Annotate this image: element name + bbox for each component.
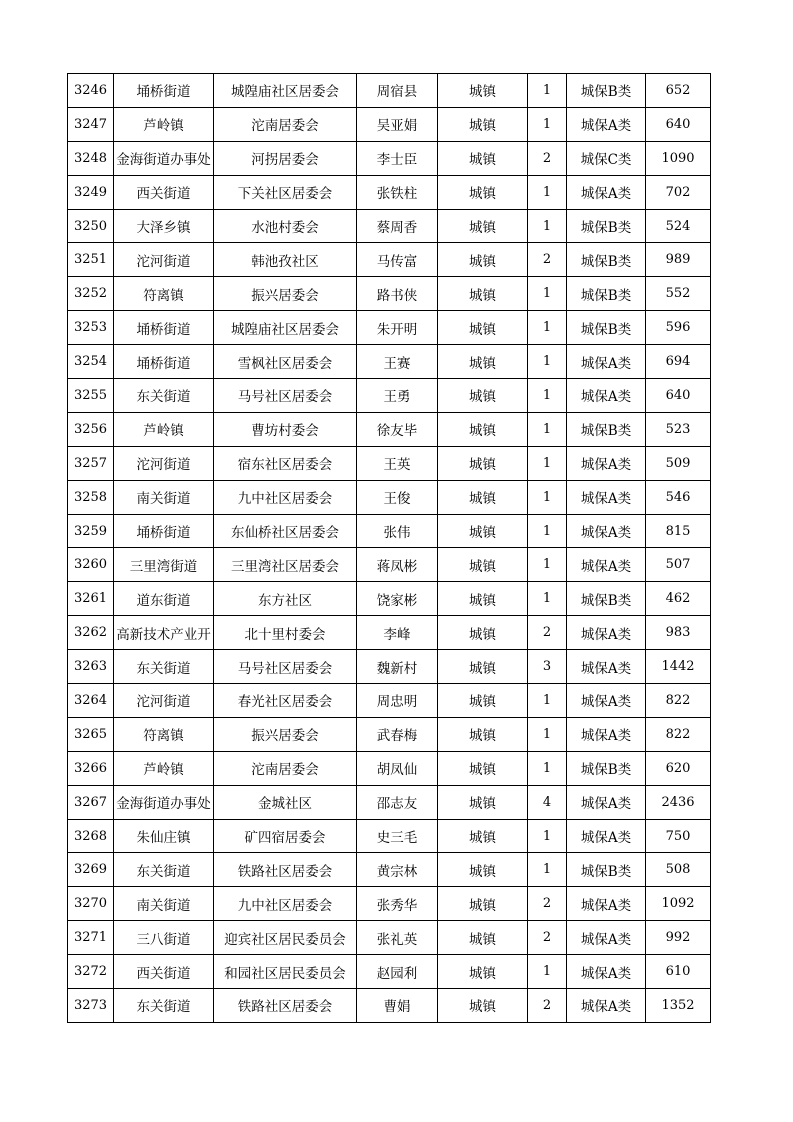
cell-category: 城保B类: [567, 751, 646, 785]
cell-serial-number: 3268: [68, 819, 114, 853]
cell-household-size: 1: [528, 480, 567, 514]
cell-category: 城保A类: [567, 887, 646, 921]
cell-name: 王赛: [357, 345, 438, 379]
cell-area-type: 城镇: [438, 412, 528, 446]
cell-serial-number: 3253: [68, 311, 114, 345]
cell-area-type: 城镇: [438, 446, 528, 480]
cell-name: 蔡周香: [357, 209, 438, 243]
cell-community: 曹坊村委会: [214, 412, 357, 446]
cell-category: 城保C类: [567, 141, 646, 175]
cell-serial-number: 3260: [68, 548, 114, 582]
cell-community: 矿四宿居委会: [214, 819, 357, 853]
cell-amount: 822: [646, 684, 711, 718]
cell-name: 张铁柱: [357, 175, 438, 209]
table-row: [68, 955, 711, 989]
cell-category: 城保B类: [567, 311, 646, 345]
cell-category: 城保B类: [567, 412, 646, 446]
table-row: [68, 785, 711, 819]
cell-community: 春光社区居委会: [214, 684, 357, 718]
cell-community: 铁路社区居委会: [214, 989, 357, 1023]
cell-subdistrict: 东关街道: [114, 650, 214, 684]
cell-amount: 596: [646, 311, 711, 345]
cell-area-type: 城镇: [438, 955, 528, 989]
cell-household-size: 1: [528, 107, 567, 141]
cell-name: 王英: [357, 446, 438, 480]
cell-household-size: 1: [528, 514, 567, 548]
cell-amount: 640: [646, 107, 711, 141]
cell-name: 张伟: [357, 514, 438, 548]
cell-community: 河拐居委会: [214, 141, 357, 175]
cell-household-size: 2: [528, 616, 567, 650]
cell-serial-number: 3271: [68, 921, 114, 955]
cell-household-size: 1: [528, 175, 567, 209]
table-row: [68, 548, 711, 582]
cell-amount: 508: [646, 853, 711, 887]
cell-amount: 552: [646, 277, 711, 311]
cell-household-size: 1: [528, 548, 567, 582]
cell-amount: 1090: [646, 141, 711, 175]
cell-amount: 523: [646, 412, 711, 446]
cell-serial-number: 3254: [68, 345, 114, 379]
cell-community: 水池村委会: [214, 209, 357, 243]
cell-household-size: 2: [528, 887, 567, 921]
table-row: [68, 480, 711, 514]
table-row: [68, 345, 711, 379]
cell-name: 张礼英: [357, 921, 438, 955]
cell-amount: 992: [646, 921, 711, 955]
cell-category: 城保A类: [567, 684, 646, 718]
cell-area-type: 城镇: [438, 311, 528, 345]
cell-serial-number: 3262: [68, 616, 114, 650]
cell-community: 和园社区居民委员会: [214, 955, 357, 989]
cell-household-size: 3: [528, 650, 567, 684]
cell-category: 城保A类: [567, 345, 646, 379]
cell-area-type: 城镇: [438, 853, 528, 887]
cell-area-type: 城镇: [438, 616, 528, 650]
cell-area-type: 城镇: [438, 175, 528, 209]
table-body: [68, 74, 711, 1023]
cell-category: 城保A类: [567, 446, 646, 480]
cell-area-type: 城镇: [438, 887, 528, 921]
cell-household-size: 1: [528, 345, 567, 379]
cell-community: 沱南居委会: [214, 107, 357, 141]
cell-community: 沱南居委会: [214, 751, 357, 785]
cell-subdistrict: 三八街道: [114, 921, 214, 955]
cell-household-size: 1: [528, 311, 567, 345]
cell-area-type: 城镇: [438, 243, 528, 277]
cell-household-size: 2: [528, 141, 567, 175]
table-row: [68, 412, 711, 446]
cell-amount: 1092: [646, 887, 711, 921]
cell-name: 蒋凤彬: [357, 548, 438, 582]
cell-household-size: 2: [528, 921, 567, 955]
cell-area-type: 城镇: [438, 345, 528, 379]
cell-community: 城隍庙社区居委会: [214, 74, 357, 108]
cell-category: 城保A类: [567, 819, 646, 853]
cell-community: 东仙桥社区居委会: [214, 514, 357, 548]
cell-community: 金城社区: [214, 785, 357, 819]
cell-subdistrict: 朱仙庄镇: [114, 819, 214, 853]
cell-household-size: 1: [528, 751, 567, 785]
cell-community: 马号社区居委会: [214, 379, 357, 413]
cell-subdistrict: 南关街道: [114, 887, 214, 921]
cell-community: 北十里村委会: [214, 616, 357, 650]
cell-household-size: 1: [528, 684, 567, 718]
table-row: [68, 684, 711, 718]
cell-amount: 983: [646, 616, 711, 650]
cell-household-size: 1: [528, 955, 567, 989]
cell-area-type: 城镇: [438, 684, 528, 718]
cell-area-type: 城镇: [438, 379, 528, 413]
cell-area-type: 城镇: [438, 548, 528, 582]
cell-serial-number: 3267: [68, 785, 114, 819]
cell-area-type: 城镇: [438, 717, 528, 751]
cell-subdistrict: 埇桥街道: [114, 345, 214, 379]
cell-amount: 509: [646, 446, 711, 480]
table-row: [68, 74, 711, 108]
table-row: [68, 853, 711, 887]
cell-name: 饶家彬: [357, 582, 438, 616]
cell-amount: 652: [646, 74, 711, 108]
cell-subdistrict: 三里湾街道: [114, 548, 214, 582]
cell-amount: 462: [646, 582, 711, 616]
cell-subdistrict: 东关街道: [114, 853, 214, 887]
cell-subdistrict: 沱河街道: [114, 684, 214, 718]
cell-community: 韩池孜社区: [214, 243, 357, 277]
cell-area-type: 城镇: [438, 480, 528, 514]
cell-name: 王勇: [357, 379, 438, 413]
cell-subdistrict: 金海街道办事处: [114, 141, 214, 175]
cell-name: 吴亚娟: [357, 107, 438, 141]
cell-amount: 989: [646, 243, 711, 277]
cell-serial-number: 3266: [68, 751, 114, 785]
table-row: [68, 582, 711, 616]
cell-subdistrict: 高新技术产业开: [114, 616, 214, 650]
cell-community: 马号社区居委会: [214, 650, 357, 684]
cell-community: 雪枫社区居委会: [214, 345, 357, 379]
table-row: [68, 175, 711, 209]
cell-amount: 1352: [646, 989, 711, 1023]
cell-household-size: 1: [528, 277, 567, 311]
cell-amount: 815: [646, 514, 711, 548]
cell-category: 城保A类: [567, 955, 646, 989]
cell-subdistrict: 西关街道: [114, 955, 214, 989]
cell-name: 徐友毕: [357, 412, 438, 446]
table-row: [68, 446, 711, 480]
cell-subdistrict: 埇桥街道: [114, 514, 214, 548]
cell-name: 路书侠: [357, 277, 438, 311]
cell-category: 城保B类: [567, 74, 646, 108]
table-row: [68, 887, 711, 921]
cell-name: 魏新村: [357, 650, 438, 684]
cell-serial-number: 3251: [68, 243, 114, 277]
cell-amount: 694: [646, 345, 711, 379]
cell-name: 胡凤仙: [357, 751, 438, 785]
cell-area-type: 城镇: [438, 141, 528, 175]
cell-household-size: 1: [528, 379, 567, 413]
cell-area-type: 城镇: [438, 209, 528, 243]
cell-subdistrict: 沱河街道: [114, 446, 214, 480]
table-row: [68, 819, 711, 853]
cell-area-type: 城镇: [438, 989, 528, 1023]
cell-amount: 1442: [646, 650, 711, 684]
cell-category: 城保A类: [567, 785, 646, 819]
cell-serial-number: 3247: [68, 107, 114, 141]
cell-household-size: 1: [528, 209, 567, 243]
cell-subdistrict: 沱河街道: [114, 243, 214, 277]
cell-category: 城保B类: [567, 853, 646, 887]
cell-serial-number: 3258: [68, 480, 114, 514]
cell-amount: 822: [646, 717, 711, 751]
cell-category: 城保A类: [567, 175, 646, 209]
cell-serial-number: 3249: [68, 175, 114, 209]
cell-amount: 524: [646, 209, 711, 243]
cell-subdistrict: 大泽乡镇: [114, 209, 214, 243]
table-row: [68, 616, 711, 650]
cell-serial-number: 3259: [68, 514, 114, 548]
cell-amount: 702: [646, 175, 711, 209]
cell-household-size: 2: [528, 989, 567, 1023]
cell-household-size: 1: [528, 853, 567, 887]
cell-area-type: 城镇: [438, 650, 528, 684]
cell-name: 曹娟: [357, 989, 438, 1023]
cell-category: 城保A类: [567, 379, 646, 413]
cell-community: 宿东社区居委会: [214, 446, 357, 480]
cell-category: 城保B类: [567, 277, 646, 311]
cell-name: 张秀华: [357, 887, 438, 921]
cell-household-size: 1: [528, 717, 567, 751]
cell-community: 迎宾社区居民委员会: [214, 921, 357, 955]
cell-community: 下关社区居委会: [214, 175, 357, 209]
cell-area-type: 城镇: [438, 582, 528, 616]
cell-subdistrict: 南关街道: [114, 480, 214, 514]
cell-subdistrict: 芦岭镇: [114, 751, 214, 785]
cell-subdistrict: 符离镇: [114, 717, 214, 751]
cell-household-size: 1: [528, 582, 567, 616]
cell-subdistrict: 埇桥街道: [114, 311, 214, 345]
table-row: [68, 650, 711, 684]
cell-category: 城保A类: [567, 650, 646, 684]
cell-serial-number: 3257: [68, 446, 114, 480]
cell-household-size: 1: [528, 412, 567, 446]
cell-name: 黄宗林: [357, 853, 438, 887]
cell-serial-number: 3265: [68, 717, 114, 751]
household-table: [67, 73, 711, 1023]
cell-amount: 620: [646, 751, 711, 785]
cell-amount: 2436: [646, 785, 711, 819]
cell-community: 九中社区居委会: [214, 887, 357, 921]
cell-amount: 610: [646, 955, 711, 989]
cell-name: 李士臣: [357, 141, 438, 175]
cell-subdistrict: 西关街道: [114, 175, 214, 209]
table-row: [68, 311, 711, 345]
cell-household-size: 1: [528, 74, 567, 108]
cell-community: 振兴居委会: [214, 277, 357, 311]
cell-name: 朱开明: [357, 311, 438, 345]
cell-community: 东方社区: [214, 582, 357, 616]
cell-area-type: 城镇: [438, 785, 528, 819]
cell-serial-number: 3256: [68, 412, 114, 446]
cell-serial-number: 3246: [68, 74, 114, 108]
cell-household-size: 4: [528, 785, 567, 819]
cell-area-type: 城镇: [438, 921, 528, 955]
cell-name: 周忠明: [357, 684, 438, 718]
table-row: [68, 107, 711, 141]
cell-subdistrict: 符离镇: [114, 277, 214, 311]
cell-community: 三里湾社区居委会: [214, 548, 357, 582]
cell-serial-number: 3248: [68, 141, 114, 175]
cell-serial-number: 3252: [68, 277, 114, 311]
table-row: [68, 921, 711, 955]
cell-area-type: 城镇: [438, 514, 528, 548]
cell-subdistrict: 芦岭镇: [114, 107, 214, 141]
cell-category: 城保A类: [567, 989, 646, 1023]
cell-serial-number: 3261: [68, 582, 114, 616]
cell-subdistrict: 埇桥街道: [114, 74, 214, 108]
cell-serial-number: 3273: [68, 989, 114, 1023]
cell-category: 城保A类: [567, 548, 646, 582]
cell-subdistrict: 东关街道: [114, 989, 214, 1023]
cell-household-size: 1: [528, 446, 567, 480]
cell-category: 城保A类: [567, 514, 646, 548]
cell-serial-number: 3250: [68, 209, 114, 243]
cell-name: 邵志友: [357, 785, 438, 819]
cell-category: 城保B类: [567, 582, 646, 616]
table-row: [68, 277, 711, 311]
cell-community: 九中社区居委会: [214, 480, 357, 514]
cell-amount: 507: [646, 548, 711, 582]
table-row: [68, 514, 711, 548]
cell-household-size: 1: [528, 819, 567, 853]
cell-area-type: 城镇: [438, 107, 528, 141]
cell-subdistrict: 东关街道: [114, 379, 214, 413]
cell-category: 城保A类: [567, 107, 646, 141]
cell-serial-number: 3263: [68, 650, 114, 684]
table-row: [68, 989, 711, 1023]
table-row: [68, 717, 711, 751]
cell-name: 赵园利: [357, 955, 438, 989]
cell-community: 城隍庙社区居委会: [214, 311, 357, 345]
cell-community: 铁路社区居委会: [214, 853, 357, 887]
table-row: [68, 379, 711, 413]
cell-area-type: 城镇: [438, 751, 528, 785]
cell-category: 城保A类: [567, 921, 646, 955]
cell-area-type: 城镇: [438, 819, 528, 853]
cell-category: 城保A类: [567, 480, 646, 514]
cell-subdistrict: 金海街道办事处: [114, 785, 214, 819]
cell-category: 城保A类: [567, 717, 646, 751]
cell-name: 史三毛: [357, 819, 438, 853]
cell-category: 城保B类: [567, 243, 646, 277]
cell-serial-number: 3255: [68, 379, 114, 413]
cell-amount: 546: [646, 480, 711, 514]
cell-name: 武春梅: [357, 717, 438, 751]
cell-serial-number: 3272: [68, 955, 114, 989]
cell-name: 周宿县: [357, 74, 438, 108]
cell-serial-number: 3264: [68, 684, 114, 718]
cell-subdistrict: 道东街道: [114, 582, 214, 616]
table-row: [68, 141, 711, 175]
cell-name: 李峰: [357, 616, 438, 650]
cell-name: 王俊: [357, 480, 438, 514]
table-row: [68, 209, 711, 243]
cell-area-type: 城镇: [438, 74, 528, 108]
cell-amount: 640: [646, 379, 711, 413]
table-row: [68, 243, 711, 277]
cell-serial-number: 3270: [68, 887, 114, 921]
cell-community: 振兴居委会: [214, 717, 357, 751]
cell-name: 马传富: [357, 243, 438, 277]
cell-category: 城保A类: [567, 616, 646, 650]
cell-amount: 750: [646, 819, 711, 853]
cell-household-size: 2: [528, 243, 567, 277]
cell-area-type: 城镇: [438, 277, 528, 311]
cell-category: 城保B类: [567, 209, 646, 243]
table-row: [68, 751, 711, 785]
cell-subdistrict: 芦岭镇: [114, 412, 214, 446]
cell-serial-number: 3269: [68, 853, 114, 887]
